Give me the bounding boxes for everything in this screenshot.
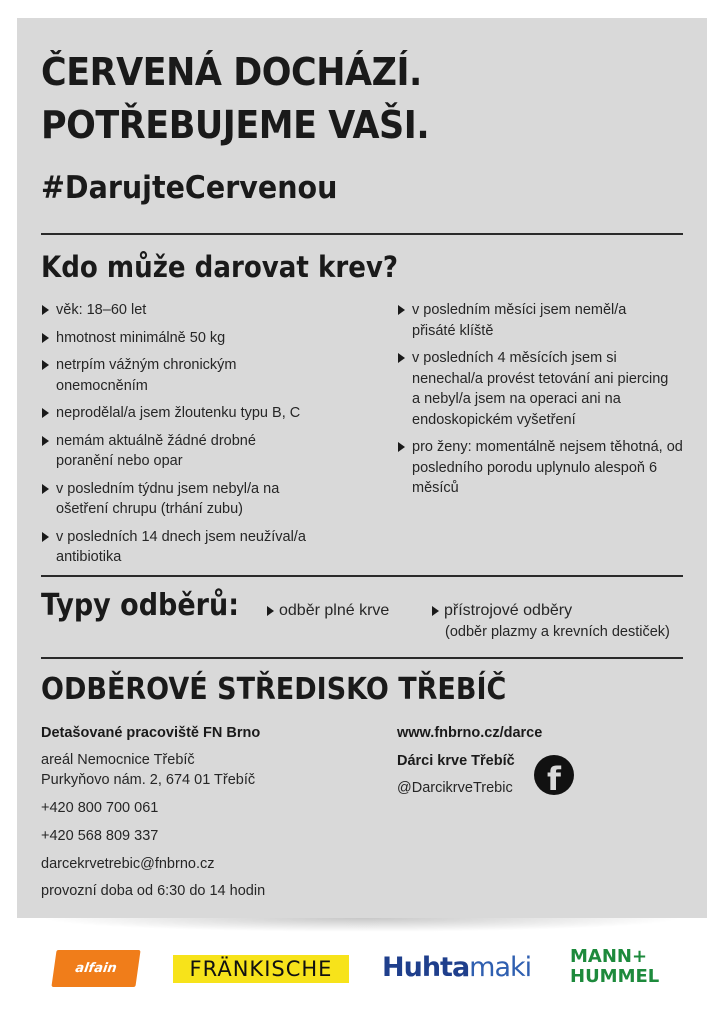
mann-hummel-logo xyxy=(570,947,680,987)
list-item: pro ženy: momentálně nejsem těhotná, od posledního porodu uplynulo alespoň 6 měsíců xyxy=(397,437,687,499)
list-item: v posledním měsíci jsem neměl/a přisáté klíště xyxy=(397,300,687,341)
headline xyxy=(41,46,429,152)
opening-hours: provozní doba od 6:30 do 14 hodin xyxy=(41,883,266,899)
arrow-icon xyxy=(432,606,439,616)
type-label: přístrojové odběry xyxy=(444,602,573,619)
list-item: věk: 18–60 let xyxy=(41,300,341,321)
list-item: nemám aktuálně žádné drobné poranění nebo opar xyxy=(41,431,341,472)
frankische-logo: FRÄNKISCHE xyxy=(173,955,349,983)
who-title: Kdo může darovat krev? xyxy=(41,250,399,284)
divider xyxy=(41,575,683,577)
website: www.fnbrno.cz/darce xyxy=(397,725,543,741)
hashtag: #DarujteCervenou xyxy=(41,170,338,206)
center-title: ODBĚROVÉ STŘEDISKO TŘEBÍČ xyxy=(41,672,507,707)
email: darcekrvetrebic@fnbrno.cz xyxy=(41,856,215,872)
type-apheresis-note: (odběr plazmy a krevních destiček) xyxy=(445,624,670,640)
types-title: Typy odběrů: xyxy=(41,588,239,623)
facebook-icon: f xyxy=(534,755,574,795)
type-label: odběr plné krve xyxy=(279,602,390,619)
address-line-2: Purkyňovo nám. 2, 674 01 Třebíč xyxy=(41,772,256,788)
address-line-1: areál Nemocnice Třebíč xyxy=(41,752,195,768)
list-item: v posledních 4 měsících jsem si nenechal/a provést tetování ani piercing a nebyl/a jsem na operaci ani na endoskopickém vyšetření xyxy=(397,348,687,430)
mann-hummel-line-2: HUMMEL xyxy=(570,966,660,987)
phone-1: +420 800 700 061 xyxy=(41,800,159,816)
list-item: v posledních 14 dnech jsem neužíval/a antibiotika xyxy=(41,527,341,568)
list-item: neprodělal/a jsem žloutenku typu B, C xyxy=(41,403,341,424)
criteria-left-list xyxy=(41,300,341,575)
huhtamaki-logo-part1: Huhta xyxy=(382,952,470,983)
type-apheresis xyxy=(432,602,572,620)
facebook-name: Dárci krve Třebíč xyxy=(397,753,515,769)
list-item: v posledním týdnu jsem nebyl/a na ošetření chrupu (trhání zubu) xyxy=(41,479,341,520)
facebook-handle: @DarcikrveTrebic xyxy=(397,780,513,796)
huhtamaki-logo-part2: maki xyxy=(469,952,532,983)
headline-line-2: POTŘEBUJEME VAŠI. xyxy=(41,103,430,147)
type-whole-blood xyxy=(267,602,389,620)
phone-2: +420 568 809 337 xyxy=(41,828,159,844)
divider xyxy=(41,233,683,235)
huhtamaki-logo xyxy=(382,952,531,983)
criteria-right-list xyxy=(397,300,687,506)
list-item: netrpím vážným chronickým onemocněním xyxy=(41,355,341,396)
panel-shadow xyxy=(40,918,684,932)
headline-line-1: ČERVENÁ DOCHÁZÍ. xyxy=(41,50,422,94)
list-item: hmotnost minimálně 50 kg xyxy=(41,328,341,349)
alfain-logo: alfain xyxy=(51,950,140,987)
arrow-icon xyxy=(267,606,274,616)
divider xyxy=(41,657,683,659)
workplace: Detašované pracoviště FN Brno xyxy=(41,725,261,741)
mann-hummel-line-1: MANN+ xyxy=(570,946,648,967)
